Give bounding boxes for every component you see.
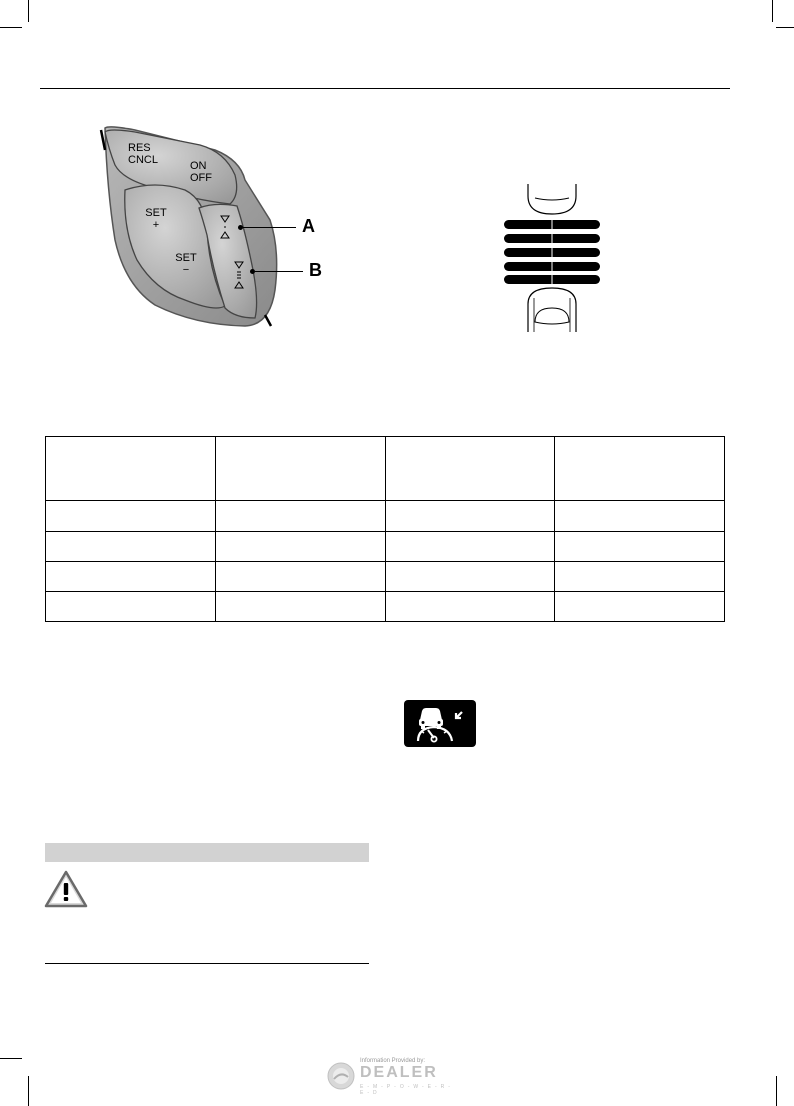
crop-mark [776,1076,777,1106]
crop-mark [776,27,794,28]
res-cncl-button-label: RES CNCL [128,142,158,166]
gap-increase-icon [217,214,233,240]
table-cell [46,501,216,531]
table-cell [46,531,216,561]
callout-a-line [243,227,296,228]
warning-bottom-rule [45,963,369,964]
warning-header-bar [45,843,369,862]
gap-setting-table [45,436,725,622]
table-cell [555,591,725,621]
table-cell [555,531,725,561]
table-cell [555,437,725,501]
table-cell [46,591,216,621]
crop-mark [0,27,22,28]
table-cell [215,591,385,621]
table-cell [215,531,385,561]
table-row [46,531,725,561]
table-cell [385,437,555,501]
watermark-main-text: DEALER [360,1064,438,1081]
table-cell [215,437,385,501]
crop-mark [772,0,773,22]
table-row [46,501,725,531]
table-cell [215,501,385,531]
callout-b-line [255,271,303,272]
crop-mark [0,1058,22,1059]
table-cell [555,501,725,531]
table-cell [215,561,385,591]
table-cell [385,531,555,561]
table-header-row [46,437,725,501]
warning-triangle-icon [44,870,88,908]
on-off-button-label: ON OFF [190,160,212,184]
table-cell [46,561,216,591]
table-cell [385,561,555,591]
crop-mark [28,1076,29,1106]
callout-b-label: B [309,260,322,280]
dealer-watermark [326,1058,466,1098]
callout-a-label: A [302,216,315,236]
header-rule [40,88,730,89]
table-row [46,561,725,591]
adaptive-cruise-control-indicator-icon [404,700,476,747]
following-distance-bars-icon [500,184,605,332]
table-cell [555,561,725,591]
set-plus-button-label: SET + [145,207,167,231]
table-cell [46,437,216,501]
watermark-sub-text: E-M-P-O-W-E-R-E-D [360,1084,454,1096]
watermark-small-text: Information Provided by: [360,1058,426,1064]
table-row [46,591,725,621]
table-cell [385,501,555,531]
crop-mark [28,0,29,22]
dealer-logo-icon [326,1061,356,1091]
set-minus-button-label: SET − [175,252,197,276]
table-cell [385,591,555,621]
gap-decrease-icon [231,260,247,290]
